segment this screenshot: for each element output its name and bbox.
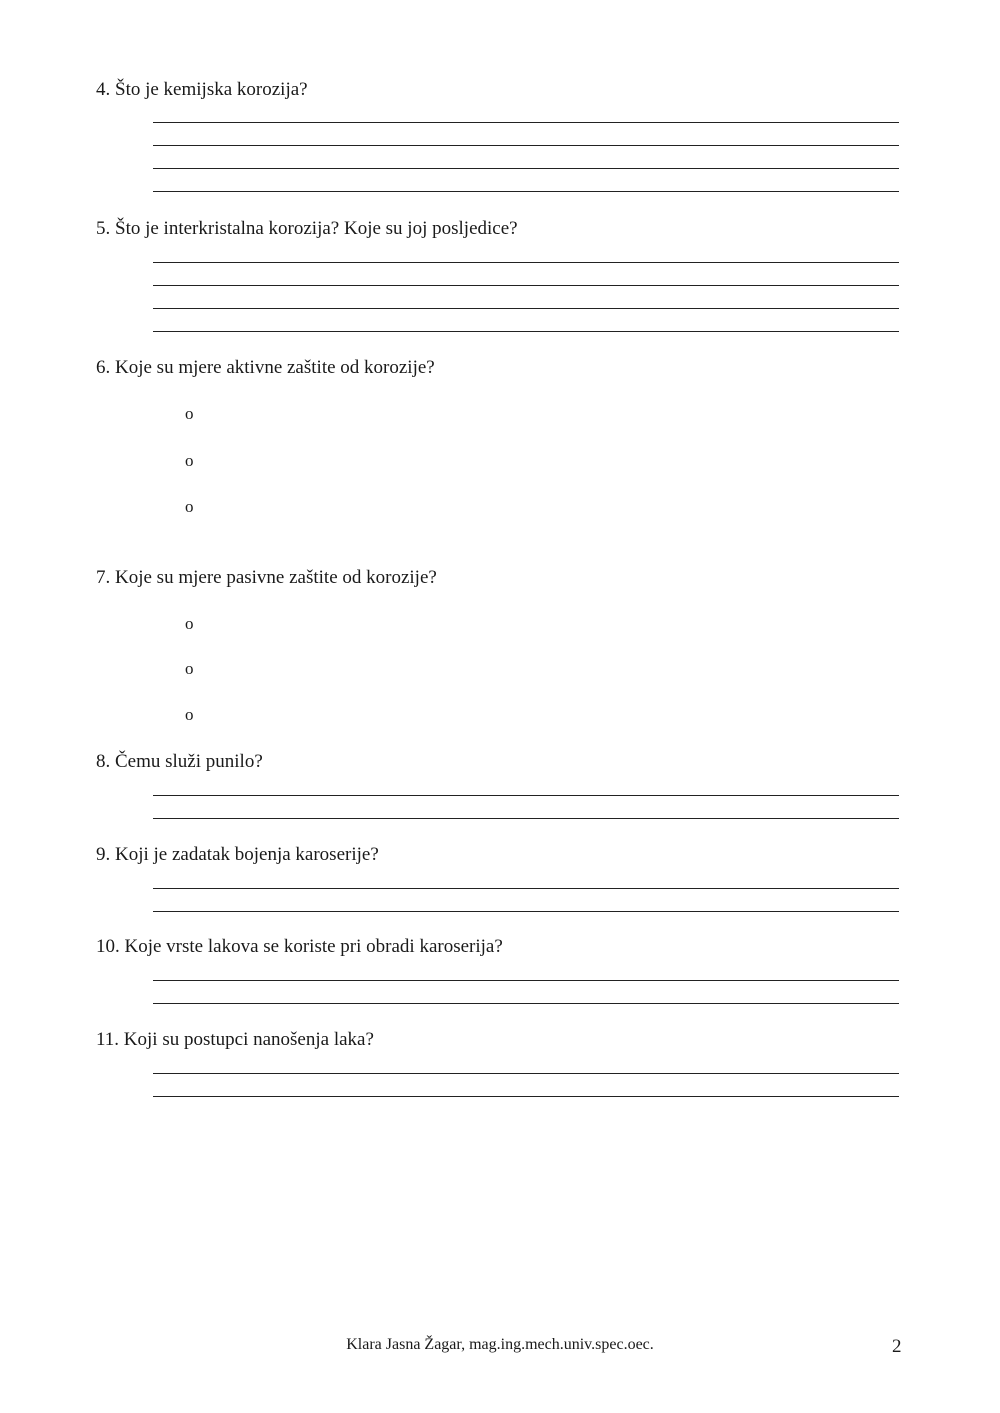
answer-line[interactable]	[153, 145, 899, 146]
bullet-marker: o	[185, 497, 194, 516]
question-9: 9. Koji je zadatak bojenja karoserije?	[96, 844, 379, 865]
answer-line[interactable]	[153, 308, 899, 309]
answer-line[interactable]	[153, 122, 899, 123]
answer-line[interactable]	[153, 1073, 899, 1074]
bullet-marker: o	[185, 451, 194, 470]
answer-line[interactable]	[153, 795, 899, 796]
question-11: 11. Koji su postupci nanošenja laka?	[96, 1029, 374, 1050]
bullet-marker: o	[185, 705, 194, 724]
question-10: 10. Koje vrste lakova se koriste pri obradi karoserija?	[96, 936, 503, 957]
answer-line[interactable]	[153, 285, 899, 286]
answer-line[interactable]	[153, 1003, 899, 1004]
answer-line[interactable]	[153, 1096, 899, 1097]
bullet-marker: o	[185, 659, 194, 678]
answer-line[interactable]	[153, 888, 899, 889]
answer-line[interactable]	[153, 168, 899, 169]
question-8: 8. Čemu služi punilo?	[96, 751, 263, 772]
footer-author: Klara Jasna Žagar, mag.ing.mech.univ.spec.oec.	[346, 1336, 654, 1353]
page-number: 2	[892, 1336, 902, 1357]
question-5: 5. Što je interkristalna korozija? Koje su joj posljedice?	[96, 218, 518, 239]
question-7: 7. Koje su mjere pasivne zaštite od korozije?	[96, 567, 437, 588]
answer-line[interactable]	[153, 818, 899, 819]
answer-line[interactable]	[153, 262, 899, 263]
bullet-marker: o	[185, 614, 194, 633]
answer-line[interactable]	[153, 980, 899, 981]
question-4: 4. Što je kemijska korozija?	[96, 79, 308, 100]
answer-line[interactable]	[153, 191, 899, 192]
answer-line[interactable]	[153, 911, 899, 912]
answer-line[interactable]	[153, 331, 899, 332]
question-6: 6. Koje su mjere aktivne zaštite od korozije?	[96, 357, 435, 378]
bullet-marker: o	[185, 404, 194, 423]
